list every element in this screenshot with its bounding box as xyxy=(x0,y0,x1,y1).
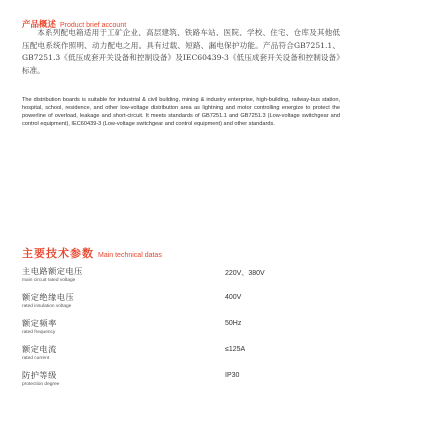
spec-label-en: protection degree xyxy=(22,382,60,387)
spec-value: 220V、380V xyxy=(225,270,265,277)
spec-label-cn: 额定电流 xyxy=(22,344,57,354)
technical-data-heading-cn: 主要技术参数 xyxy=(22,247,94,260)
spec-value: 50Hz xyxy=(225,320,242,327)
product-brief-text-cn: 本系列配电箱适用于工矿企业、高层建筑、铁路车站、医院、学校、住宅、仓库及其他低压配电系统作照明、动力配电之用。具有过载、短路、漏电保护功能。产品符合GB7251.1、GB7251.3《低压成套开关设备和控制设备》及IEC60439-3《低压成套开关设备和控制设备》标准。 xyxy=(22,28,340,75)
spec-value: 400V xyxy=(225,294,242,301)
spec-label-cn: 主电路额定电压 xyxy=(22,266,83,276)
technical-data-heading xyxy=(22,244,162,262)
spec-label-en: rated insulation voltage xyxy=(22,304,72,309)
spec-label-en: rated frequency xyxy=(22,330,56,335)
spec-value: IP30 xyxy=(225,372,240,379)
spec-label-cn: 防护等级 xyxy=(22,370,57,380)
technical-data-heading-en: Main technical datas xyxy=(98,252,162,259)
product-brief-heading-en: Product brief account xyxy=(60,22,127,29)
spec-label-en: rated current xyxy=(22,356,50,361)
spec-label-cn: 额定绝缘电压 xyxy=(22,292,75,302)
product-brief-heading-cn: 产品概述 xyxy=(22,20,57,30)
spec-value: ≤125A xyxy=(225,346,246,353)
spec-row-rated-current xyxy=(22,344,382,370)
spec-row-frequency xyxy=(22,318,382,344)
spec-label-en: main circuit rated voltage xyxy=(22,278,76,283)
spec-row-insulation-voltage xyxy=(22,292,382,318)
spec-row-protection-degree xyxy=(22,370,382,396)
spec-row-rated-voltage xyxy=(22,266,382,292)
technical-data-table xyxy=(22,266,382,396)
product-brief-text-en: The distribution boards is suitable for industrial & civil building, mining & industry enterprise, high-building, railway-bus station, hospital, school, residence, and other low-voltage distribution area as lightning and motor controlling energize to protect the powerline of overload, leakage and short-circuit. It meets standards of GB7251.1 and GB7251.3 (Low-voltage switchgear and control equipment), IEC60439-3 (Low-voltage switchgear and control equipment) and other standards. xyxy=(22,97,340,128)
spec-label-cn: 额定频率 xyxy=(22,318,57,328)
